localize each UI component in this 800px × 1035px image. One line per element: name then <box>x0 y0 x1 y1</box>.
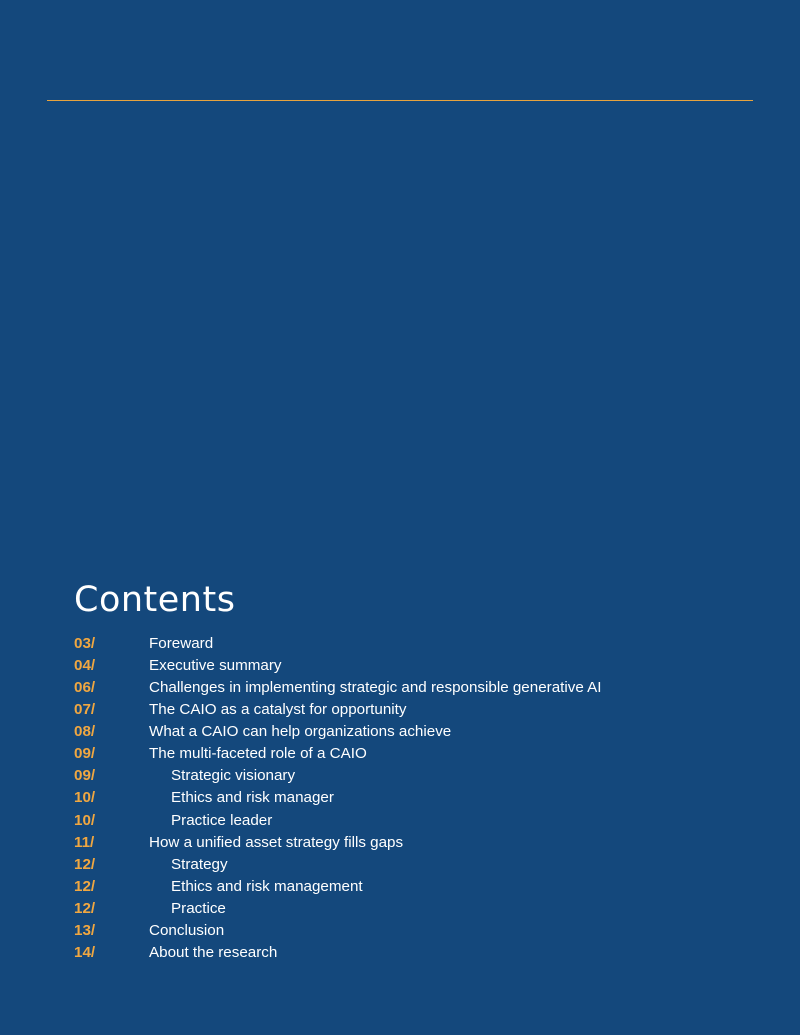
toc-page-number: 09/ <box>74 745 96 763</box>
toc-entry[interactable] <box>74 699 754 721</box>
toc-entry[interactable] <box>74 633 754 655</box>
toc-entry-title: What a CAIO can help organizations achieve <box>149 723 452 741</box>
toc-page-number: 09/ <box>74 767 96 785</box>
toc-entry[interactable] <box>74 677 754 699</box>
toc-entry-title: The CAIO as a catalyst for opportunity <box>149 701 407 719</box>
toc-entry[interactable] <box>74 655 754 677</box>
toc-subentry-title: Strategy <box>171 855 228 873</box>
toc-subentry[interactable] <box>74 876 754 898</box>
toc-page-number: 14/ <box>74 943 96 961</box>
toc-entry[interactable] <box>74 721 754 743</box>
toc-entry-title: Foreward <box>149 635 214 652</box>
toc-page-number: 08/ <box>74 723 96 741</box>
toc-page-number: 10/ <box>74 789 96 807</box>
toc-subentry-title: Practice leader <box>171 811 273 829</box>
toc-subentry[interactable] <box>74 787 754 809</box>
toc-entry[interactable] <box>74 832 754 854</box>
accent-rule <box>47 100 753 101</box>
toc-entry-title: Conclusion <box>149 921 225 939</box>
toc-subentry-title: Strategic visionary <box>171 767 296 785</box>
toc-page-number: 12/ <box>74 877 96 895</box>
toc-page-number: 12/ <box>74 899 96 917</box>
table-of-contents <box>74 633 754 964</box>
toc-subentry[interactable] <box>74 765 754 787</box>
toc-entry-title: The multi-faceted role of a CAIO <box>149 745 367 763</box>
toc-page-number: 04/ <box>74 657 96 675</box>
toc-page-number: 06/ <box>74 679 96 697</box>
toc-subentry[interactable] <box>74 854 754 876</box>
toc-entry-title: Executive summary <box>149 657 282 675</box>
toc-page-number: 07/ <box>74 701 96 719</box>
toc-page-number: 12/ <box>74 855 96 873</box>
toc-entry-title: Challenges in implementing strategic and responsible generative AI <box>149 679 602 697</box>
toc-subentry[interactable] <box>74 810 754 832</box>
toc-subentry[interactable] <box>74 898 754 920</box>
toc-subentry-title: Ethics and risk management <box>171 877 363 895</box>
toc-entry[interactable] <box>74 920 754 942</box>
toc-page-number: 03/ <box>74 635 96 652</box>
toc-page-number: 11/ <box>74 833 95 851</box>
toc-page-number: 13/ <box>74 921 96 939</box>
toc-entry-title: How a unified asset strategy fills gaps <box>149 833 404 851</box>
toc-entry[interactable] <box>74 942 754 964</box>
toc-subentry-title: Ethics and risk manager <box>171 789 334 807</box>
toc-entry-title: About the research <box>149 943 278 961</box>
toc-subentry-title: Practice <box>171 899 226 917</box>
toc-entry[interactable] <box>74 743 754 765</box>
contents-heading: Contents <box>74 580 236 620</box>
toc-page-number: 10/ <box>74 811 96 829</box>
